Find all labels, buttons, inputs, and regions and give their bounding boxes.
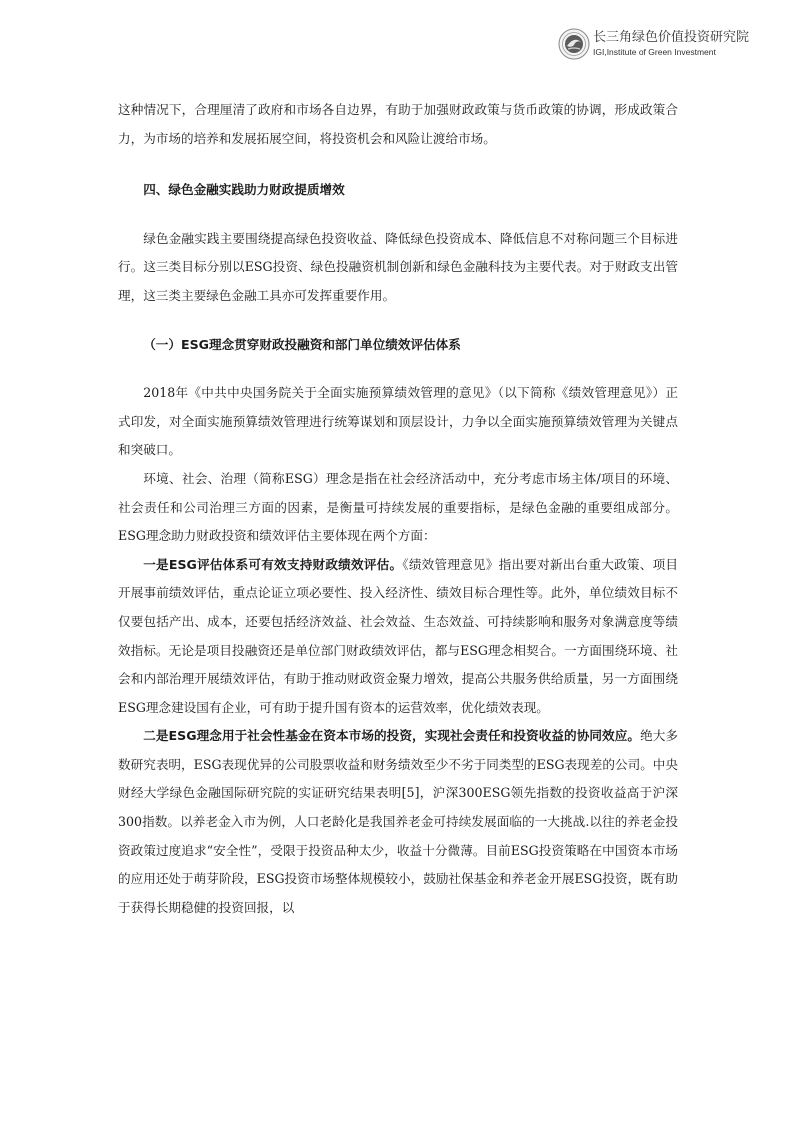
org-name-en: IGI,Institute of Green Investment [593,47,716,57]
paragraph-5-lead: 一是ESG评估体系可有效支持财政绩效评估。 [143,556,403,572]
paragraph-1: 这种情况下，合理厘清了政府和市场各自边界，有助于加强财政政策与货币政策的协调，形成政策合力，为市场的培养和发展拓展空间，将投资机会和风险让渡给市场。 [118,102,678,146]
section-4-title: 四、绿色金融实践助力财政提质增效 [143,182,345,198]
org-name-cn: 长三角绿色价值投资研究院 [593,30,750,45]
paragraph-3: 2018年《中共中央国务院关于全面实施预算绩效管理的意见》（以下简称《绩效管理意见》）正式印发，对全面实施预算绩效管理进行统筹谋划和顶层设计，力争以全面实施预算绩效管理为关键点和突破口。 [118,385,678,458]
page-header [558,28,788,64]
paragraph-5 [118,551,678,723]
subsection-1-title: （一）ESG理念贯穿财政投融资和部门单位绩效评估体系 [143,336,461,352]
header-text [593,29,749,58]
paragraph-4: 环境、社会、治理（简称ESG）理念是指在社会经济活动中，充分考虑市场主体/项目的环境、社会责任和公司治理三方面的因素，是衡量可持续发展的重要指标，是绿色金融的重要组成部分。ESG理念助力财政投资和绩效评估主要体现在两个方面： [118,470,678,544]
paragraph-2: 绿色金融实践主要围绕提高绿色投资收益、降低绿色投资成本、降低信息不对称问题三个目标进行。这三类目标分别以ESG投资、绿色投融资机制创新和绿色金融科技为主要代表。对于财政支出管理，这三类主要绿色金融工具亦可发挥重要作用。 [118,230,678,303]
paragraph-5-body: 《绩效管理意见》指出要对新出台重大政策、项目开展事前绩效评估，重点论证立项必要性、投入经济性、绩效目标合理性等。此外，单位绩效目标不仅要包括产出、成本，还要包括经济效益、社会效益、生态效益、可持续影响和服务对象满意度等绩效指标。无论是项目投融资还是单位部门财政绩效评估，都与ESG理念相契合。一方面围绕环境、社会和内部治理开展绩效评估，有助于推动财政资金聚力增效，提高公共服务供给质量，另一方面围绕ESG理念建设国有企业，可有助于提升国有资本的运营效率，优化绩效表现。 [118,556,678,715]
paragraph-6-body: 绝大多数研究表明，ESG表现优异的公司股票收益和财务绩效至少不劣于同类型的ESG表现差的公司。中央财经大学绿色金融国际研究院的实证研究结果表明[5]，沪深300ESG领先指数的投资收益高于沪深300指数。以养老金入市为例，人口老龄化是我国养老金可持续发展面临的一大挑战.以往的养老金投资政策过度追求“安全性”，受限于投资品种太少，收益十分微薄。目前ESG投资策略在中国资本市场的应用还处于萌芽阶段，ESG投资市场整体规模较小，鼓励社保基金和养老金开展ESG投资，既有助于获得长期稳健的投资回报，以 [118,728,678,915]
paragraph-6 [118,722,678,922]
igi-seal-logo [558,28,590,60]
paragraph-6-lead: 二是ESG理念用于社会性基金在资本市场的投资，实现社会责任和投资收益的协同效应。 [143,728,641,744]
document-body [118,96,678,922]
